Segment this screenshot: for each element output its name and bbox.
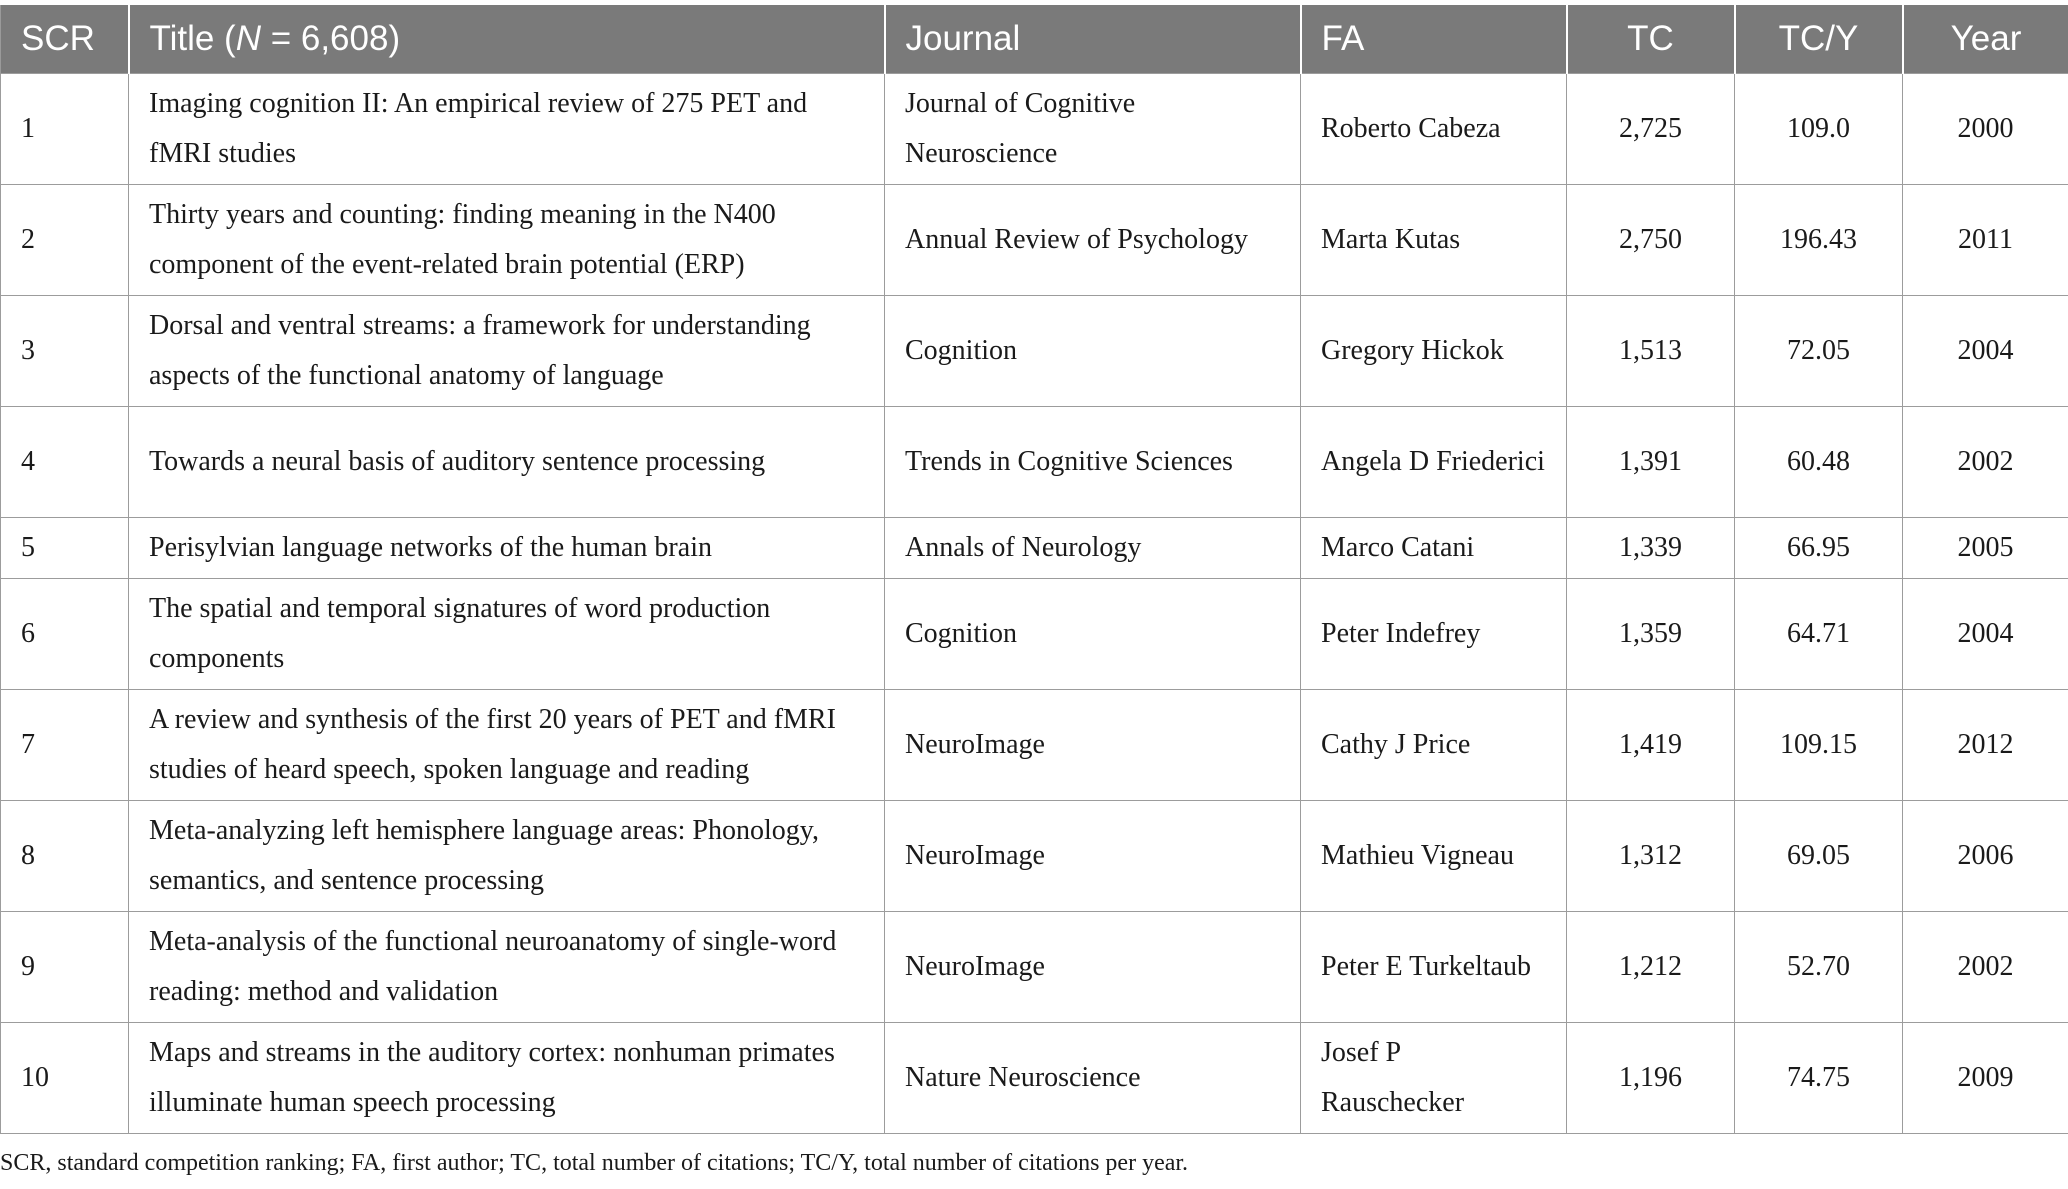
table-row bbox=[1, 578, 2068, 689]
cell-journal: Cognition bbox=[885, 578, 1301, 689]
cell-year: 2000 bbox=[1903, 73, 2068, 184]
cell-journal: Trends in Cognitive Sciences bbox=[885, 406, 1301, 517]
cell-fa: Angela D Friederici bbox=[1301, 406, 1567, 517]
cell-scr: 4 bbox=[1, 406, 129, 517]
cell-tc: 1,391 bbox=[1567, 406, 1735, 517]
header-tcy: TC/Y bbox=[1735, 5, 1903, 73]
cell-title: Thirty years and counting: finding meaning in the N400 component of the event-related brain potential (ERP) bbox=[129, 184, 885, 295]
cell-tcy: 64.71 bbox=[1735, 578, 1903, 689]
cell-fa: Roberto Cabeza bbox=[1301, 73, 1567, 184]
cell-title: Imaging cognition II: An empirical review of 275 PET and fMRI studies bbox=[129, 73, 885, 184]
cell-fa: Marco Catani bbox=[1301, 517, 1567, 578]
cell-scr: 1 bbox=[1, 73, 129, 184]
header-fa: FA bbox=[1301, 5, 1567, 73]
cell-tcy: 72.05 bbox=[1735, 295, 1903, 406]
cell-scr: 7 bbox=[1, 689, 129, 800]
cell-tc: 2,725 bbox=[1567, 73, 1735, 184]
cell-fa: Mathieu Vigneau bbox=[1301, 800, 1567, 911]
cell-fa: Gregory Hickok bbox=[1301, 295, 1567, 406]
cell-tc: 1,419 bbox=[1567, 689, 1735, 800]
cell-fa: Peter Indefrey bbox=[1301, 578, 1567, 689]
citations-table bbox=[0, 5, 2068, 1134]
cell-title: Meta-analyzing left hemisphere language areas: Phonology, semantics, and sentence processing bbox=[129, 800, 885, 911]
table-row bbox=[1, 517, 2068, 578]
cell-journal: Cognition bbox=[885, 295, 1301, 406]
table-body bbox=[1, 73, 2068, 1133]
cell-tcy: 109.15 bbox=[1735, 689, 1903, 800]
cell-year: 2009 bbox=[1903, 1022, 2068, 1133]
table-row bbox=[1, 73, 2068, 184]
cell-journal: NeuroImage bbox=[885, 800, 1301, 911]
cell-journal: Annual Review of Psychology bbox=[885, 184, 1301, 295]
cell-journal: NeuroImage bbox=[885, 689, 1301, 800]
header-title-suffix: = 6,608) bbox=[260, 18, 401, 58]
header-title bbox=[129, 5, 885, 73]
cell-scr: 8 bbox=[1, 800, 129, 911]
cell-title: Perisylvian language networks of the human brain bbox=[129, 517, 885, 578]
cell-year: 2004 bbox=[1903, 578, 2068, 689]
cell-fa: Josef P Rauschecker bbox=[1301, 1022, 1567, 1133]
cell-tc: 1,513 bbox=[1567, 295, 1735, 406]
cell-year: 2012 bbox=[1903, 689, 2068, 800]
cell-title: The spatial and temporal signatures of word production components bbox=[129, 578, 885, 689]
table-row bbox=[1, 1022, 2068, 1133]
cell-scr: 9 bbox=[1, 911, 129, 1022]
cell-tc: 1,339 bbox=[1567, 517, 1735, 578]
cell-tcy: 52.70 bbox=[1735, 911, 1903, 1022]
cell-tcy: 109.0 bbox=[1735, 73, 1903, 184]
header-tc: TC bbox=[1567, 5, 1735, 73]
header-title-n: N bbox=[235, 18, 261, 58]
cell-journal: Journal of Cognitive Neuroscience bbox=[885, 73, 1301, 184]
cell-year: 2011 bbox=[1903, 184, 2068, 295]
table-row bbox=[1, 406, 2068, 517]
header-title-prefix: Title ( bbox=[149, 18, 236, 58]
cell-tcy: 60.48 bbox=[1735, 406, 1903, 517]
cell-scr: 5 bbox=[1, 517, 129, 578]
cell-tc: 1,312 bbox=[1567, 800, 1735, 911]
cell-fa: Cathy J Price bbox=[1301, 689, 1567, 800]
cell-title: A review and synthesis of the first 20 years of PET and fMRI studies of heard speech, spoken language and reading bbox=[129, 689, 885, 800]
cell-journal: Nature Neuroscience bbox=[885, 1022, 1301, 1133]
cell-title: Dorsal and ventral streams: a framework for understanding aspects of the functional anatomy of language bbox=[129, 295, 885, 406]
table-footnote: SCR, standard competition ranking; FA, first author; TC, total number of citations; TC/Y, total number of citations per year. bbox=[0, 1150, 1189, 1176]
cell-fa: Marta Kutas bbox=[1301, 184, 1567, 295]
cell-journal: NeuroImage bbox=[885, 911, 1301, 1022]
cell-scr: 6 bbox=[1, 578, 129, 689]
cell-title: Maps and streams in the auditory cortex: nonhuman primates illuminate human speech processing bbox=[129, 1022, 885, 1133]
cell-scr: 2 bbox=[1, 184, 129, 295]
header-journal: Journal bbox=[885, 5, 1301, 73]
cell-tc: 2,750 bbox=[1567, 184, 1735, 295]
cell-year: 2002 bbox=[1903, 911, 2068, 1022]
cell-journal: Annals of Neurology bbox=[885, 517, 1301, 578]
header-row bbox=[1, 5, 2068, 73]
table-row bbox=[1, 689, 2068, 800]
citations-table-container bbox=[0, 5, 2068, 1134]
table-row bbox=[1, 295, 2068, 406]
cell-year: 2006 bbox=[1903, 800, 2068, 911]
cell-tcy: 69.05 bbox=[1735, 800, 1903, 911]
table-row bbox=[1, 800, 2068, 911]
table-row bbox=[1, 184, 2068, 295]
cell-tc: 1,212 bbox=[1567, 911, 1735, 1022]
cell-tc: 1,359 bbox=[1567, 578, 1735, 689]
table-header bbox=[1, 5, 2068, 73]
cell-tcy: 196.43 bbox=[1735, 184, 1903, 295]
header-scr: SCR bbox=[1, 5, 129, 73]
cell-tc: 1,196 bbox=[1567, 1022, 1735, 1133]
cell-title: Towards a neural basis of auditory sentence processing bbox=[129, 406, 885, 517]
cell-scr: 3 bbox=[1, 295, 129, 406]
cell-year: 2004 bbox=[1903, 295, 2068, 406]
table-row bbox=[1, 911, 2068, 1022]
cell-year: 2005 bbox=[1903, 517, 2068, 578]
cell-year: 2002 bbox=[1903, 406, 2068, 517]
cell-title: Meta-analysis of the functional neuroanatomy of single-word reading: method and validation bbox=[129, 911, 885, 1022]
header-year: Year bbox=[1903, 5, 2068, 73]
cell-fa: Peter E Turkeltaub bbox=[1301, 911, 1567, 1022]
cell-scr: 10 bbox=[1, 1022, 129, 1133]
cell-tcy: 66.95 bbox=[1735, 517, 1903, 578]
cell-tcy: 74.75 bbox=[1735, 1022, 1903, 1133]
